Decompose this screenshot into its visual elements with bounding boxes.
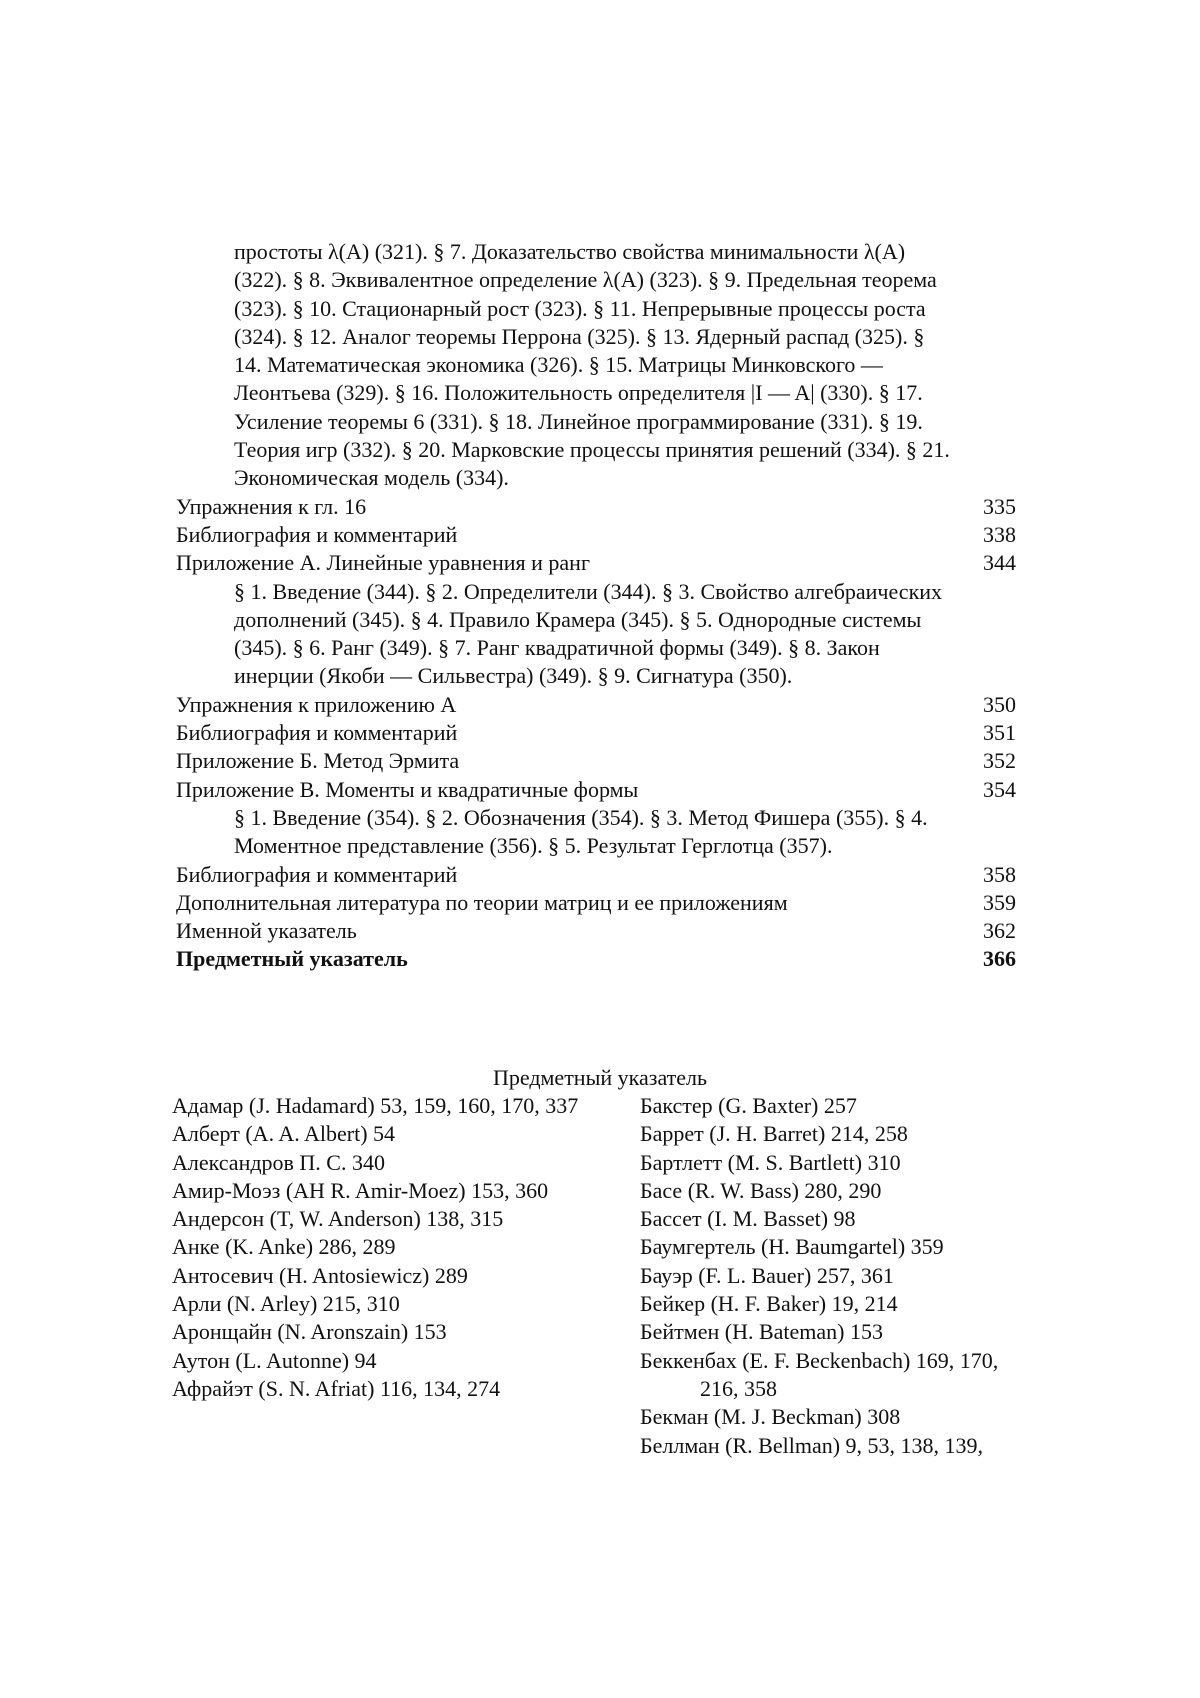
index-entry: Бауэр (F. L. Bauer) 257, 361 xyxy=(640,1262,894,1288)
toc-entry xyxy=(176,889,1016,917)
index-entry: Бассет (I. M. Basset) 98 xyxy=(640,1206,856,1232)
toc-entry-page: 354 xyxy=(983,776,1016,802)
index-entry: Баумгертель (H. Baumgartel) 359 xyxy=(640,1234,944,1260)
toc-entry-page: 351 xyxy=(983,720,1016,746)
index-entry: Адамар (J. Hadamard) 53, 159, 160, 170, 337 xyxy=(172,1093,579,1118)
index-entry: Бартлетт (M. S. Bartlett) 310 xyxy=(640,1149,901,1175)
toc-entry-page: 338 xyxy=(983,521,1016,547)
index-entry: Беккенбах (E. F. Beckenbach) 169, 170, 216, 358 xyxy=(640,1347,999,1401)
toc-entry xyxy=(176,521,1016,549)
index-heading: Предметный указатель xyxy=(492,1065,708,1090)
toc-entry-page: 344 xyxy=(983,550,1016,576)
index-entry: Беллман (R. Bellman) 9, 53, 138, 139, xyxy=(640,1432,984,1458)
index-entry: Амир-Моэз (AH R. Amir-Moez) 153, 360 xyxy=(172,1177,549,1203)
toc-entry-title: Приложение В. Моменты и квадратичные формы xyxy=(176,776,639,802)
index-entry: Афрайэт (S. N. Afriat) 116, 134, 274 xyxy=(172,1375,501,1401)
index-entry: Аронщайн (N. Aronszain) 153 xyxy=(172,1319,447,1345)
index-entry: Андерсон (T, W. Anderson) 138, 315 xyxy=(172,1206,504,1232)
toc-entry xyxy=(176,691,1016,719)
index-entry: Бейкер (H. F. Baker) 19, 214 xyxy=(640,1291,898,1317)
index-entry: Бакстер (G. Baxter) 257 xyxy=(640,1093,857,1118)
toc-entry-page: 350 xyxy=(983,691,1016,717)
toc-entry-title: Библиография и комментарий xyxy=(176,861,458,887)
toc-section-description: § 1. Введение (344). § 2. Определители (344). § 3. Свойство алгебраических дополнений (345). § 4. Правило Крамера (345). § 5. Однородные системы (345). § 6. Ранг (349). § 7. Ранг квадратичной формы (349). § 8. Закон инерции (Якоби — Сильвестра) (349). § 9. Сигнатура (350). xyxy=(234,578,943,689)
toc-entry-title: Упражнения к гл. 16 xyxy=(176,493,367,519)
index-entry: Бейтмен (H. Bateman) 153 xyxy=(640,1319,883,1345)
toc-entry-title: Именной указатель xyxy=(176,918,357,944)
toc-entry xyxy=(176,747,1016,775)
toc-entry-title: Приложение Б. Метод Эрмита xyxy=(176,748,460,774)
toc-section-description: простоты λ(A) (321). § 7. Доказательство свойства минимальности λ(A) (322). § 8. Эквивалентное определение λ(A) (323). § 9. Предельная теорема (323). § 10. Стационарный рост (323). § 11. Непрерывные процессы роста (324). § 12. Аналог теоремы Перрона (325). § 13. Ядерный распад (325). § 14. Математическая экономика (326). § 15. Матрицы Минковского — Леонтьева (329). § 16. Положительность определителя |I — A| (330). § 17. Усиление теоремы 6 (331). § 18. Линейное программирование (331). § 19. Теория игр (332). § 20. Марковские процессы принятия решений (334). § 21. Экономическая модель (334). xyxy=(234,239,950,491)
index-entry: Алберт (A. A. Albert) 54 xyxy=(172,1121,396,1147)
index-entry: Александров П. С. 340 xyxy=(172,1149,385,1175)
toc-entry-page: 352 xyxy=(983,748,1016,774)
index-column-right xyxy=(640,1092,1040,1460)
toc-entry xyxy=(176,493,1016,521)
toc-section-description: § 1. Введение (354). § 2. Обозначения (354). § 3. Метод Фишера (355). § 4. Моментное представление (356). § 5. Результат Герглотца (357). xyxy=(234,804,928,859)
toc-entry xyxy=(176,945,1016,973)
toc-entry-title: Приложение А. Линейные уравнения и ранг xyxy=(176,550,590,576)
toc-entry xyxy=(176,719,1016,747)
toc-entry xyxy=(176,549,1016,577)
index-entry: Баррет (J. H. Barret) 214, 258 xyxy=(640,1121,908,1147)
index-entry: Антосевич (H. Antosiewicz) 289 xyxy=(172,1262,468,1288)
index-column-left xyxy=(172,1092,579,1403)
toc-entry xyxy=(176,776,1016,804)
index-entry: Арли (N. Arley) 215, 310 xyxy=(172,1291,400,1317)
toc-entry-page: 366 xyxy=(983,946,1016,972)
index-entry: Басе (R. W. Bass) 280, 290 xyxy=(640,1177,882,1203)
toc-entry-page: 358 xyxy=(983,861,1016,887)
table-of-contents xyxy=(176,238,1016,974)
toc-entry-title: Библиография и комментарий xyxy=(176,720,458,746)
index-entry: Аутон (L. Autonne) 94 xyxy=(172,1347,377,1373)
toc-entry xyxy=(176,917,1016,945)
toc-entry-title: Предметный указатель xyxy=(176,946,408,972)
toc-entry xyxy=(176,861,1016,889)
index-entry: Анке (K. Anke) 286, 289 xyxy=(172,1234,396,1260)
index-entry: Бекман (M. J. Beckman) 308 xyxy=(640,1404,901,1430)
toc-entry-title: Упражнения к приложению А xyxy=(176,691,457,717)
toc-entry-title: Дополнительная литература по теории матриц и ее приложениям xyxy=(176,889,788,915)
toc-entry-page: 359 xyxy=(983,889,1016,915)
toc-entry-page: 362 xyxy=(983,918,1016,944)
toc-entry-title: Библиография и комментарий xyxy=(176,521,458,547)
toc-entry-page: 335 xyxy=(983,493,1016,519)
